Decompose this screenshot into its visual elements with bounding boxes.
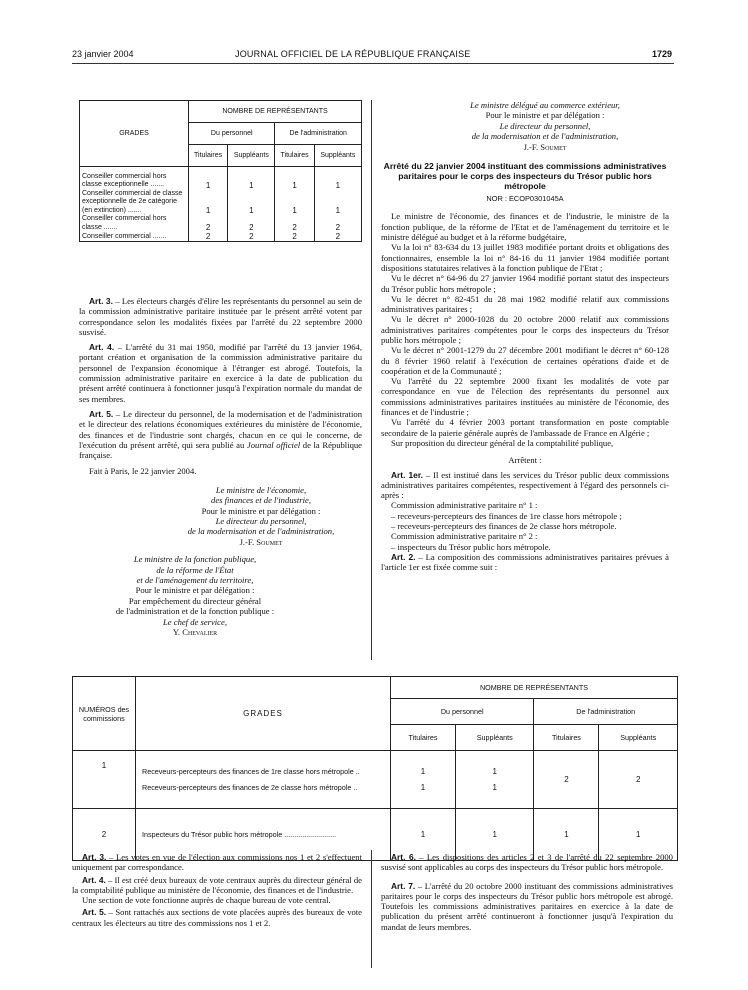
list-item: – inspecteurs du Trésor public hors métropole.	[391, 541, 551, 552]
commission-1: Commission administrative paritaire n° 1 :	[391, 500, 538, 511]
signature-block-2: Le ministre de la fonction publique, de la réforme de l'État et de l'aménagement du territoire, Pour le ministre et par délégation : Par empêchement du directeur général de l'administration et de la fonction publique : Le chef de service, Y. Chevalier	[75, 554, 315, 637]
nor-reference: NOR : ECOP0301045A	[486, 194, 564, 204]
visa: Vu le décret n° 64-96 du 27 janvier 1964 modifié portant statut des inspecteurs du Trésor public hors métropole ;	[381, 273, 669, 294]
t2-header-suppleants-2: Suppléants	[599, 725, 678, 751]
proposition: Sur proposition du directeur général de la comptabilité publique,	[391, 437, 614, 448]
representatives-table-2	[72, 676, 678, 861]
article-4: Art. 4. – L'arrêté du 31 mai 1950, modifié par l'arrêté du 13 janvier 1964, portant création et organisation de la commission administrative paritaire du personnel de l'expansion économique à l'étranger est abrogé. Toutefois, la commission administrative paritaire en exercice à la date de publication du présent arrêté continuera à fonctionner jusqu'à l'expiration normale du mandat de ses membres.	[79, 342, 362, 404]
table-row: Conseiller commercial ....... 2 2 2 2	[80, 232, 362, 242]
visa: Vu le décret n° 2001-1279 du 27 décembre 2001 modifiant le décret n° 60-128 du 8 février 1960 relatif à l'exécution de certaines opérations d'aide et de coopération et de la Communauté ;	[381, 345, 669, 376]
article-3: Art. 3. – Les votes en vue de l'élection aux commissions nos 1 et 2 s'effectuent uniquement par correspondance.	[72, 852, 362, 873]
t2-header-numeros: NUMÉROS des commissions	[73, 677, 136, 751]
t2-header-suppleants-1: Suppléants	[455, 725, 534, 751]
commission-2: Commission administrative paritaire n° 2 :	[391, 531, 538, 542]
t2-header-titulaires-1: Titulaires	[391, 725, 456, 751]
t1-header-nombre: NOMBRE DE REPRÉSENTANTS	[189, 101, 362, 123]
t2-header-personnel: Du personnel	[391, 699, 534, 725]
t2-header-grades: GRADES	[136, 677, 391, 751]
list-item: – receveurs-percepteurs des finances de 1re classe hors métropole ;	[391, 510, 622, 521]
visa: Vu l'arrêté du 22 septembre 2000 fixant les modalités de vote par correspondance en vue de l'élection des représentants du personnel aux commissions administratives paritaires instituées au ministère de l'économie, des finances et de l'industrie ;	[381, 376, 669, 418]
table-row: 1 Receveurs-percepteurs des finances de 1re classe hors métropole .. Receveurs-percepteurs des finances de 2e classe hors métropole .. 1 1 1 1 2 2	[73, 751, 678, 809]
header-date: 23 janvier 2004	[72, 49, 134, 59]
header-journal-title: JOURNAL OFFICIEL DE LA RÉPUBLIQUE FRANÇAISE	[235, 49, 471, 59]
article-5: Art. 5. – Sont rattachés aux sections de vote placées auprès des bureaux de vote centraux les électeurs au titre des commissions nos 1 et 2.	[72, 907, 362, 928]
t2-header-admin: De l'administration	[534, 699, 678, 725]
t1-header-titulaires-2: Titulaires	[275, 145, 314, 167]
visa: Vu l'arrêté du 4 février 2003 portant transformation en poste comptable secondaire de la paierie générale auprès de l'ambassade de France en Algérie ;	[381, 417, 669, 438]
article-4: Art. 4. – Il est créé deux bureaux de vote centraux auprès du directeur général de la comptabilité publique au ministère de l'économie, des finances et de l'industrie.	[72, 874, 362, 895]
t1-header-grades: GRADES	[80, 101, 189, 167]
visa: Vu le décret n° 82-451 du 28 mai 1982 modifié relatif aux commissions administratives paritaires ;	[381, 293, 669, 315]
t2-header-nombre: NOMBRE DE REPRÉSENTANTS	[391, 677, 678, 699]
decree-title: Arrêté du 22 janvier 2004 instituant des commissions administratives paritaires pour le corps des inspecteurs du Trésor public hors métropole	[383, 161, 667, 191]
article-2: Art. 2. – La composition des commissions administratives paritaires prévues à l'article 1er est fixée comme suit :	[381, 551, 669, 573]
article-7: Art. 7. – L'arrêté du 20 octobre 2000 instituant des commissions administratives paritaires pour le corps des inspecteurs du Trésor public hors métropole est abrogé. Toutefois les commissions administratives paritaires en exercice à la date de publication du présent arrêté continueront à fonctionner jusqu'à l'expiration du mandat de leurs membres.	[381, 880, 673, 932]
header-rule	[72, 63, 674, 64]
t1-header-titulaires-1: Titulaires	[189, 145, 228, 167]
table-row: Conseiller commercial hors classe ....... 2 2 2 2	[80, 215, 362, 232]
t2-header-titulaires-2: Titulaires	[534, 725, 599, 751]
list-item: – receveurs-percepteurs des finances de 2e classe hors métropole.	[391, 521, 617, 532]
signatory-name: J.-F. Soumet	[523, 141, 567, 152]
article-3: Art. 3. – Les électeurs chargés d'élire les représentants du personnel au sein de la commission administrative paritaire instituée par le présent arrêté votent par correspondance selon les modalités fixées par l'arrêté du 22 septembre 2000 susvisé.	[79, 296, 362, 337]
column-divider-bottom	[371, 850, 372, 968]
arretent: Arrêtent :	[508, 455, 542, 466]
visa: Vu le décret n° 2000-1028 du 20 octobre 2000 relatif aux commissions administratives paritaires compétentes pour le corps des inspecteurs du Trésor public hors métropole ;	[381, 314, 669, 345]
preamble: Le ministre de l'économie, des finances et de l'industrie, le ministre de la fonction publique, de la réforme de l'Etat et de l'aménagement du territoire et le ministre délégué au budget et à la réforme budgétaire,	[381, 211, 669, 243]
bottom-right-column	[381, 852, 673, 932]
bottom-left-column	[72, 852, 362, 928]
t1-header-personnel: Du personnel	[189, 123, 275, 145]
signature-block-3: Le ministre délégué au commerce extérieur, Pour le ministre et par délégation : Le directeur du personnel, de la modernisation et de l'administration, J.-F. Soumet	[421, 100, 669, 152]
header-page-number: 1729	[652, 49, 673, 59]
visa: Vu la loi n° 83-634 du 13 juillet 1983 modifiée portant droits et obligations des fonctionnaires, ensemble la loi n° 84-16 du 11 janvier 1984 modifiée portant dispositions statutaires relatives à la fonction publique de l'Etat ;	[381, 242, 669, 273]
signature-block-1: Le ministre de l'économie, des finances et de l'industrie, Pour le ministre et par délégation : Le directeur du personnel, de la modernisation et de l'administration, J.-F. Soumet	[101, 485, 361, 547]
article-5: Art. 5. – Le directeur du personnel, de la modernisation et de l'administration et le directeur des relations économiques extérieures du ministère de l'économie, des finances et de l'industrie sont chargés, chacun en ce qui le concerne, de l'exécution du présent arrêté, qui sera publié au Journal officiel de la République française.	[79, 408, 362, 461]
article-1: Art. 1er. – Il est institué dans les services du Trésor public deux commissions administratives paritaires compétentes, respectivement à l'égard des personnels ci-après :	[381, 469, 669, 501]
right-column	[381, 100, 669, 573]
t1-header-admin: De l'administration	[275, 123, 362, 145]
table-row: Conseiller commercial de classe exceptionnelle de 2e catégorie (en extinction) ....... 1 1 1 1	[80, 190, 362, 216]
left-column	[79, 296, 362, 637]
column-divider-top	[371, 100, 372, 660]
signatory-name: J.-F. Soumet	[239, 536, 283, 547]
t1-header-suppleants-1: Suppléants	[228, 145, 275, 167]
article-4-section: Une section de vote fonctionne auprès de chaque bureau de vote central.	[82, 895, 331, 906]
representatives-table-1	[79, 100, 362, 242]
table-row: Conseiller commercial hors classe exceptionnelle ....... 1 1 1 1	[80, 173, 362, 190]
signatory-name: Y. Chevalier	[172, 627, 218, 638]
table-row: 2 Inspecteurs du Trésor public hors métropole .......................... 1 1 1 1	[73, 809, 678, 861]
article-6: Art. 6. – Les dispositions des articles 2 et 3 de l'arrêté du 22 septembre 2000 susvisé sont applicables au corps des inspecteurs du Trésor public hors métropole.	[381, 852, 673, 873]
fait-a-paris: Fait à Paris, le 22 janvier 2004.	[89, 466, 197, 477]
t1-header-suppleants-2: Suppléants	[314, 145, 361, 167]
